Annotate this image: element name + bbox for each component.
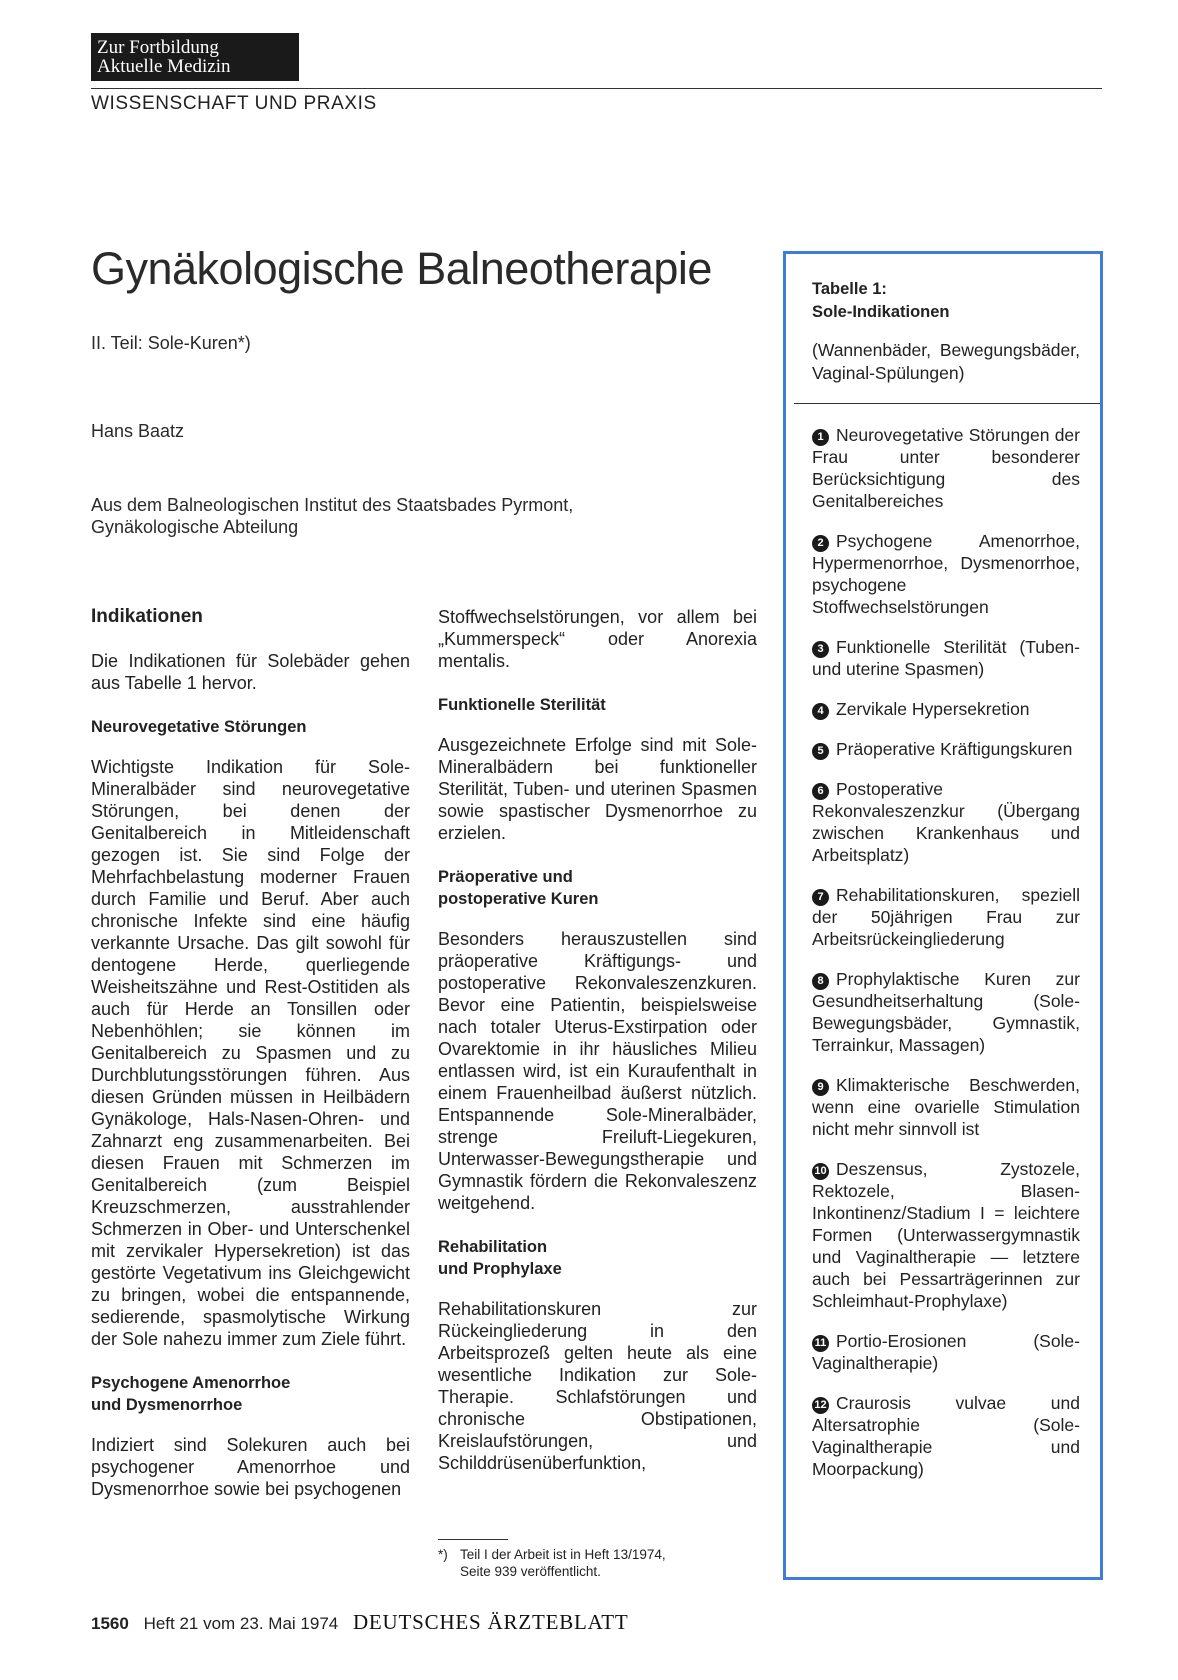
item-number-icon: 2	[812, 535, 829, 552]
section-label: WISSENSCHAFT UND PRAXIS	[91, 93, 377, 114]
indication-item	[812, 1330, 1080, 1374]
affiliation-line-1: Aus dem Balneologischen Institut des Staatsbades Pyrmont,	[91, 495, 574, 515]
indication-item	[812, 968, 1080, 1056]
item-number-icon: 3	[812, 641, 829, 658]
table-note: (Wannenbäder, Bewegungsbäder, Vaginal-Spülungen)	[812, 340, 1080, 383]
item-number-icon: 6	[812, 783, 829, 800]
body-column-2	[438, 606, 757, 1474]
item-number-icon: 11	[812, 1335, 829, 1352]
heading-praeoperative	[438, 866, 757, 910]
item-text: Funktionelle Sterilität (Tuben- und uterine Spasmen)	[812, 637, 1080, 679]
item-text: Rehabilitationskuren, speziell der 50jährigen Frau zur Arbeitsrückeingliederung	[812, 885, 1080, 949]
footnote-line-2: Seite 939 veröffentlicht.	[460, 1564, 601, 1579]
indication-item	[812, 698, 1080, 720]
table-label: Tabelle 1:	[812, 280, 887, 298]
indication-item	[812, 1158, 1080, 1312]
heading-praeoperative-line-1: Präoperative und	[438, 868, 573, 886]
heading-psychogene	[91, 1372, 410, 1416]
footnote-rule	[438, 1539, 508, 1540]
table-header	[812, 278, 1080, 324]
paragraph-continuation: Stoffwechselstörungen, vor allem bei „Kummerspeck“ oder Anorexia mentalis.	[438, 607, 757, 671]
indication-list	[812, 424, 1080, 1498]
item-text: Psychogene Amenorrhoe, Hypermenorrhoe, Dysmenorrhoe, psychogene Stoffwechselstörungen	[812, 531, 1080, 617]
item-text: Klimakterische Beschwerden, wenn eine ovarielle Stimulation nicht mehr sinnvoll ist	[812, 1075, 1080, 1139]
item-number-icon: 12	[812, 1397, 829, 1414]
indication-item	[812, 884, 1080, 950]
page-footer	[91, 1610, 629, 1635]
body-column-1	[91, 606, 410, 1500]
indication-item	[812, 530, 1080, 618]
item-text: Portio-Erosionen (Sole-Vaginaltherapie)	[812, 1331, 1080, 1373]
indication-item	[812, 424, 1080, 512]
heading-rehabilitation-line-1: Rehabilitation	[438, 1238, 548, 1256]
item-number-icon: 7	[812, 889, 829, 906]
indication-item	[812, 1392, 1080, 1480]
footnote	[438, 1546, 758, 1580]
header-rule	[91, 88, 1102, 89]
table-title: Sole-Indikationen	[812, 303, 950, 321]
item-number-icon: 4	[812, 703, 829, 720]
paragraph-psychogene: Indiziert sind Solekuren auch bei psychogener Amenorrhoe und Dysmenorrhoe sowie bei psychogenen	[91, 1435, 410, 1499]
author: Hans Baatz	[91, 421, 185, 441]
footnote-line-1: Teil I der Arbeit ist in Heft 13/1974,	[460, 1547, 666, 1562]
item-text: Prophylaktische Kuren zur Gesundheitserhaltung (Sole-Bewegungsbäder, Gymnastik, Terrainkur, Massagen)	[812, 969, 1080, 1055]
heading-psychogene-line-1: Psychogene Amenorrhoe	[91, 1374, 291, 1392]
issue-info: Heft 21 vom 23. Mai 1974	[143, 1614, 339, 1633]
indication-item	[812, 636, 1080, 680]
item-number-icon: 5	[812, 743, 829, 760]
table-rule	[794, 403, 1100, 404]
affiliation	[91, 494, 651, 538]
item-text: Postoperative Rekonvaleszenzkur (Übergang zwischen Krankenhaus und Arbeitsplatz)	[812, 779, 1080, 865]
paragraph-sterilitaet: Ausgezeichnete Erfolge sind mit Sole-Mineralbädern bei funktioneller Sterilität, Tuben- und uterinen Spasmen sowie spastischer Dysmenorrhoe zu erzielen.	[438, 735, 757, 843]
article-subtitle: II. Teil: Sole-Kuren*)	[91, 333, 251, 353]
item-text: Neurovegetative Störungen der Frau unter besonderer Berücksichtigung des Genitalbereiches	[812, 425, 1080, 511]
item-text: Deszensus, Zystozele, Rektozele, Blasen-Inkontinenz/Stadium I = leichtere Formen (Unterwassergymnastik und Vaginaltherapie — letztere auch bei Pessarträgerinnen zur Schleimhaut-Prophylaxe)	[812, 1159, 1080, 1311]
paragraph-praeoperative: Besonders herauszustellen sind präoperative Kräftigungs- und postoperative Rekonvaleszenzkuren. Bevor eine Patientin, beispielsweise nach totaler Uterus-Exstirpation oder Ovarektomie in ihr häusliches Milieu entlassen wird, ist ein Kuraufenthalt in einem Frauenheilbad äußerst nützlich. Entspannende Sole-Mineralbäder, strenge Freiluft-Liegekuren, Unterwasser-Bewegungstherapie und Gymnastik fördern die Rekonvaleszenz weitgehend.	[438, 929, 757, 1213]
footnote-mark: *)	[438, 1547, 448, 1562]
heading-indikationen: Indikationen	[91, 606, 203, 627]
heading-rehabilitation	[438, 1236, 757, 1280]
heading-neurovegetative: Neurovegetative Störungen	[91, 718, 307, 736]
indication-item	[812, 1074, 1080, 1140]
paragraph-rehabilitation: Rehabilitationskuren zur Rückeingliederung in den Arbeitsprozeß gelten heute als eine wesentliche Indikation zur Sole-Therapie. Schlafstörungen und chronische Obstipationen, Kreislaufstörungen, und Schilddrüsenüberfunktion,	[438, 1299, 757, 1473]
heading-praeoperative-line-2: postoperative Kuren	[438, 890, 599, 908]
heading-rehabilitation-line-2: und Prophylaxe	[438, 1260, 562, 1278]
item-text: Präoperative Kräftigungskuren	[836, 739, 1073, 759]
item-number-icon: 10	[812, 1163, 829, 1180]
item-text: Zervikale Hypersekretion	[836, 699, 1030, 719]
category-badge	[91, 33, 299, 81]
heading-sterilitaet: Funktionelle Sterilität	[438, 696, 606, 714]
item-number-icon: 8	[812, 973, 829, 990]
page-number: 1560	[91, 1614, 129, 1633]
paragraph-indikationen: Die Indikationen für Solebäder gehen aus Tabelle 1 hervor.	[91, 651, 410, 693]
affiliation-line-2: Gynäkologische Abteilung	[91, 517, 299, 537]
badge-line-1: Zur Fortbildung	[97, 37, 219, 58]
item-number-icon: 1	[812, 429, 829, 446]
item-text: Craurosis vulvae und Altersatrophie (Sole-Vaginaltherapie und Moorpackung)	[812, 1393, 1080, 1479]
indication-item	[812, 738, 1080, 760]
article-title: Gynäkologische Balneotherapie	[91, 243, 712, 294]
item-number-icon: 9	[812, 1079, 829, 1096]
journal-name: DEUTSCHES ÄRZTEBLATT	[352, 1610, 629, 1634]
indication-item	[812, 778, 1080, 866]
indications-table	[783, 251, 1103, 1580]
badge-line-2: Aktuelle Medizin	[97, 56, 231, 77]
heading-psychogene-line-2: und Dysmenorrhoe	[91, 1396, 243, 1414]
paragraph-neurovegetative: Wichtigste Indikation für Sole-Mineralbäder sind neurovegetative Störungen, bei denen der Genitalbereich in Mitleidenschaft gezogen ist. Sie sind Folge der Mehrfachbelastung moderner Frauen durch Familie und Beruf. Aber auch chronische Infekte sind eine häufig verkannte Ursache. Das gilt sowohl für dentogene Herde, querliegende Weisheitszähne und Rest-Ostitiden als auch für Herde an Tonsillen oder Nebenhöhlen; sie können im Genitalbereich zu Spasmen und zu Durchblutungsstörungen führen. Aus diesen Gründen müssen in Heilbädern Gynäkologe, Hals-Nasen-Ohren- und Zahnarzt eng zusammenarbeiten. Bei diesen Frauen mit Schmerzen im Genitalbereich (zum Beispiel Kreuzschmerzen, ausstrahlender Schmerzen in Ober- und Unterschenkel mit zervikaler Hypersekretion) ist das gestörte Vegetativum ins Gleichgewicht zu bringen, wobei die entspannende, sedierende, spasmolytische Wirkung der Sole nahezu immer zum Ziele führt.	[91, 757, 410, 1349]
